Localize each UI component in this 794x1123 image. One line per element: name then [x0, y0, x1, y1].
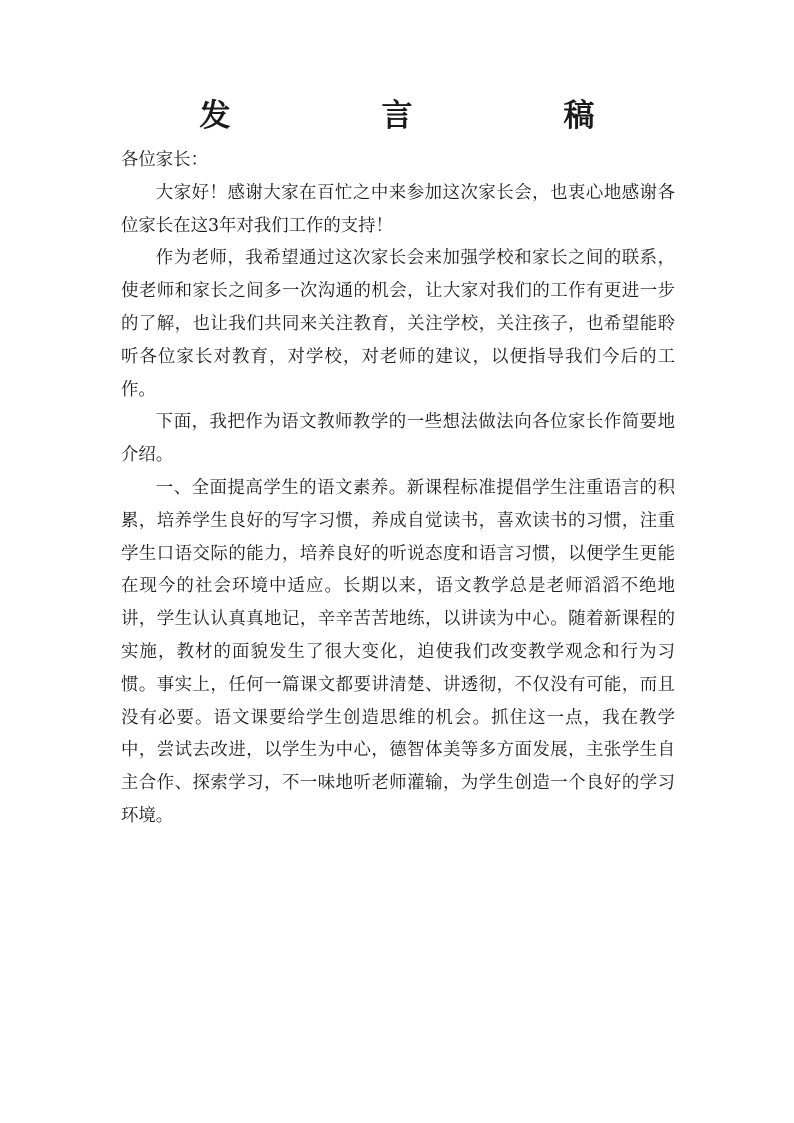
page-title: 发 言 稿 — [199, 98, 655, 134]
paragraph-greeting: 大家好！感谢大家在百忙之中来参加这次家长会，也衷心地感谢各位家长在这3年对我们工作的支持！ — [121, 182, 675, 236]
document-body — [121, 144, 675, 833]
paragraph-purpose: 作为老师，我希望通过这次家长会来加强学校和家长之间的联系，使老师和家长之间多一次沟通的机会，让大家对我们的工作有更进一步的了解，也让我们共同来关注教育，关注学校，关注孩子，也希望能聆听各位家长对教育，对学校，对老师的建议，以便指导我们今后的工作。 — [121, 248, 675, 400]
paragraph-point-one: 一、全面提高学生的语文素养。新课程标准提倡学生注重语言的积累，培养学生良好的写字习惯，养成自觉读书，喜欢读书的习惯，注重学生口语交际的能力，培养良好的听说态度和语言习惯，以便学生更能在现今的社会环境中适应。长期以来，语文教学总是老师滔滔不绝地讲，学生认认真真地记，辛辛苦苦地练，以讲读为中心。随着新课程的实施，教材的面貌发生了很大变化，迫使我们改变教学观念和行为习惯。事实上，任何一篇课文都要讲清楚、讲透彻，不仅没有可能，而且没有必要。语文课要给学生创造思维的机会。抓住这一点，我在教学中，尝试去改进，以学生为中心，德智体美等多方面发展，主张学生自主合作、探索学习，不一味地听老师灌输，为学生创造一个良好的学习环境。 — [121, 477, 675, 826]
paragraph-intro: 下面，我把作为语文教师教学的一些想法做法向各位家长作简要地介绍。 — [121, 412, 675, 466]
salutation: 各位家长： — [121, 150, 208, 170]
